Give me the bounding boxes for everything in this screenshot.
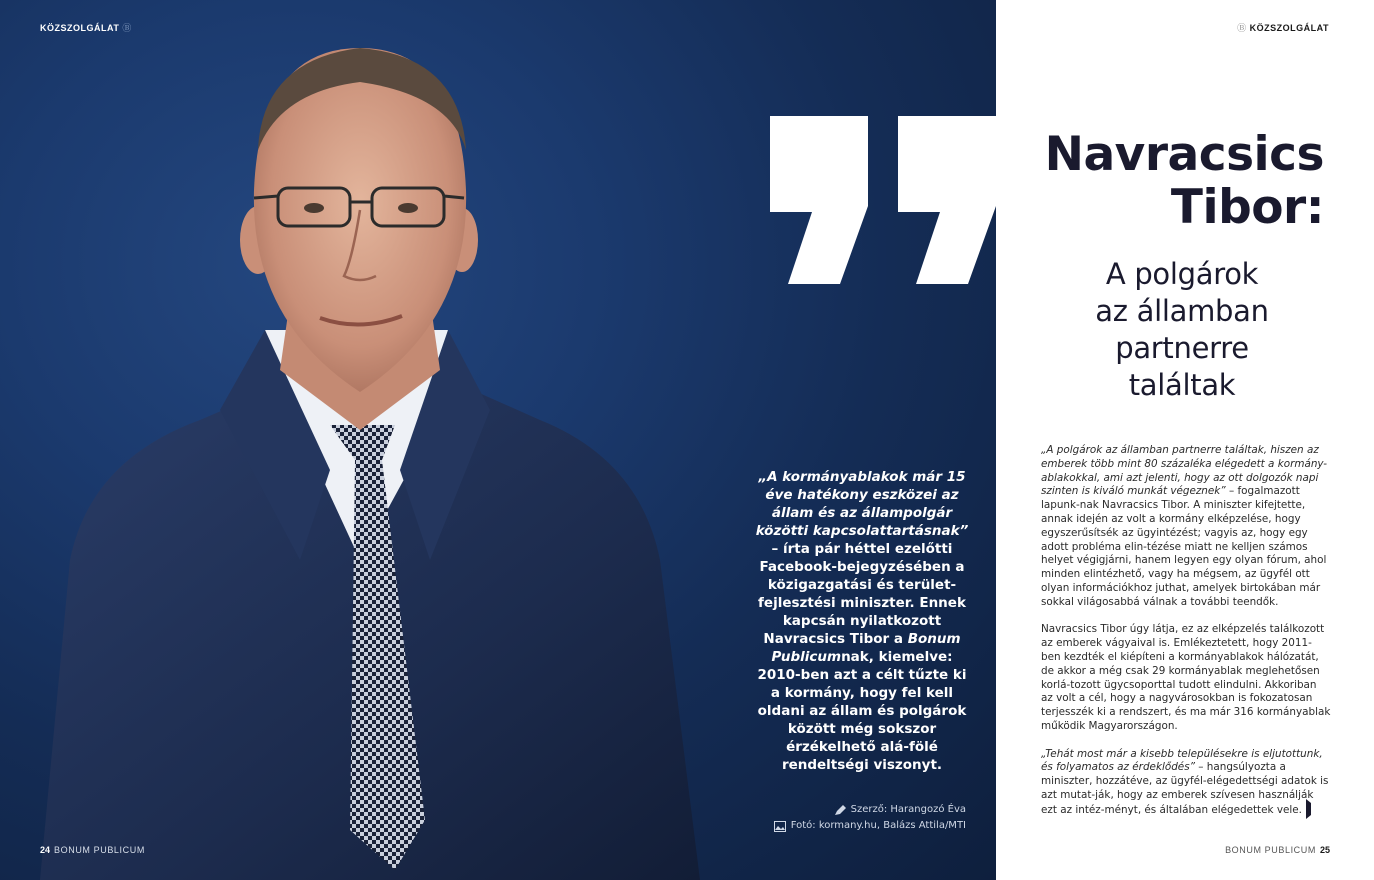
article-subtitle: A polgárok az államban partnerre találtak xyxy=(1095,257,1269,402)
quotation-mark-icon xyxy=(770,116,996,284)
pull-quote xyxy=(752,468,972,774)
right-page xyxy=(996,0,1374,880)
running-head-left: KÖZSZOLGÁLAT Ⓑ xyxy=(40,23,132,33)
article-title: Navracsics Tibor: xyxy=(1044,127,1324,235)
running-head-right: Ⓑ KÖZSZOLGÁLAT xyxy=(1237,23,1329,33)
end-of-article-icon xyxy=(1306,799,1311,819)
page-number-right: BONUM PUBLICUM 25 xyxy=(1225,845,1330,855)
brand-mark-icon: Ⓑ xyxy=(1237,23,1247,33)
pull-quote-text-1: – írta pár héttel ezelőtti Facebook-bejegyzésében a közigazgatási és terület-fejlesztési miniszter. Ennek kapcsán nyilatkozott Navracsics Tibor a xyxy=(758,541,966,647)
author-credit: Szerző: Harangozó Éva xyxy=(766,802,966,818)
pen-icon xyxy=(834,805,846,816)
photo-credit: Fotó: kormany.hu, Balázs Attila/MTI xyxy=(766,818,966,834)
pull-quote-text-2: nak, kiemelve: 2010-ben azt a célt tűzte ki a kormány, hogy fel kell oldani az állam és polgárok között még sokszor érzékelhető alá-fölé rendeltségi viszonyt. xyxy=(757,649,967,773)
brand-mark-icon: Ⓑ xyxy=(122,23,132,33)
article-body xyxy=(1041,444,1331,831)
credits xyxy=(766,802,966,834)
paragraph: „Tehát most már a kisebb településekre is eljutottunk, és folyamatos az érdeklődés” – hangsúlyozta a miniszter, hozzátéve, az ügyfél-elégedettségi adatok is azt mutat-ják, hogy az emberek szívesen használják ezt az intéz-ményt, és általában elégedettek vele. xyxy=(1041,748,1331,818)
page-number-left: 24 BONUM PUBLICUM xyxy=(40,845,145,855)
paragraph: „A polgárok az államban partnerre találtak, hiszen az emberek több mint 80 százaléka elégedett a kormány-ablakokkal, ami azt jelenti, hogy az ott dolgozók napi szinten is kiváló munkát végeznek” – fogalmazott lapunk-nak Navracsics Tibor. A miniszter kifejtette, annak idején az volt a kormány elképzelése, hogy egyszerűsítsék az ügyintézést; vagyis az, hogy egy adott probléma elin-tézése miatt ne kelljen számos helyet végigjárni, hanem legyen egy olyan fórum, ahol minden elintézhető, vagy ha mégsem, az ügyfél ott olyan információkhoz juthat, amelyek birtokában már sokkal világosabbá válnak a további teendők. xyxy=(1041,444,1327,608)
pull-quote-citation: „A kormányablakok már 15 éve hatékony eszközei az állam és az állampolgár közötti kapcsolattartásnak” xyxy=(755,469,969,539)
publication-name: Bonum Publicum xyxy=(771,631,961,665)
photo-icon xyxy=(774,821,786,832)
paragraph: Navracsics Tibor úgy látja, ez az elképzelés találkozott az emberek vágyaival is. Emlékeztetett, hogy 2011-ben kezdték el kiépíteni a kormányablakok hálózatát, de akkor a még csak 29 kormányablak meglehetősen korlá-tozott ügycsoporttal tudott elindulni. Akkoriban az volt a cél, hogy a nagyvárosokban is fokozatosan terjesszék ki a rendszert, és ma már 316 kormányablak működik Magyarországon. xyxy=(1041,623,1331,732)
